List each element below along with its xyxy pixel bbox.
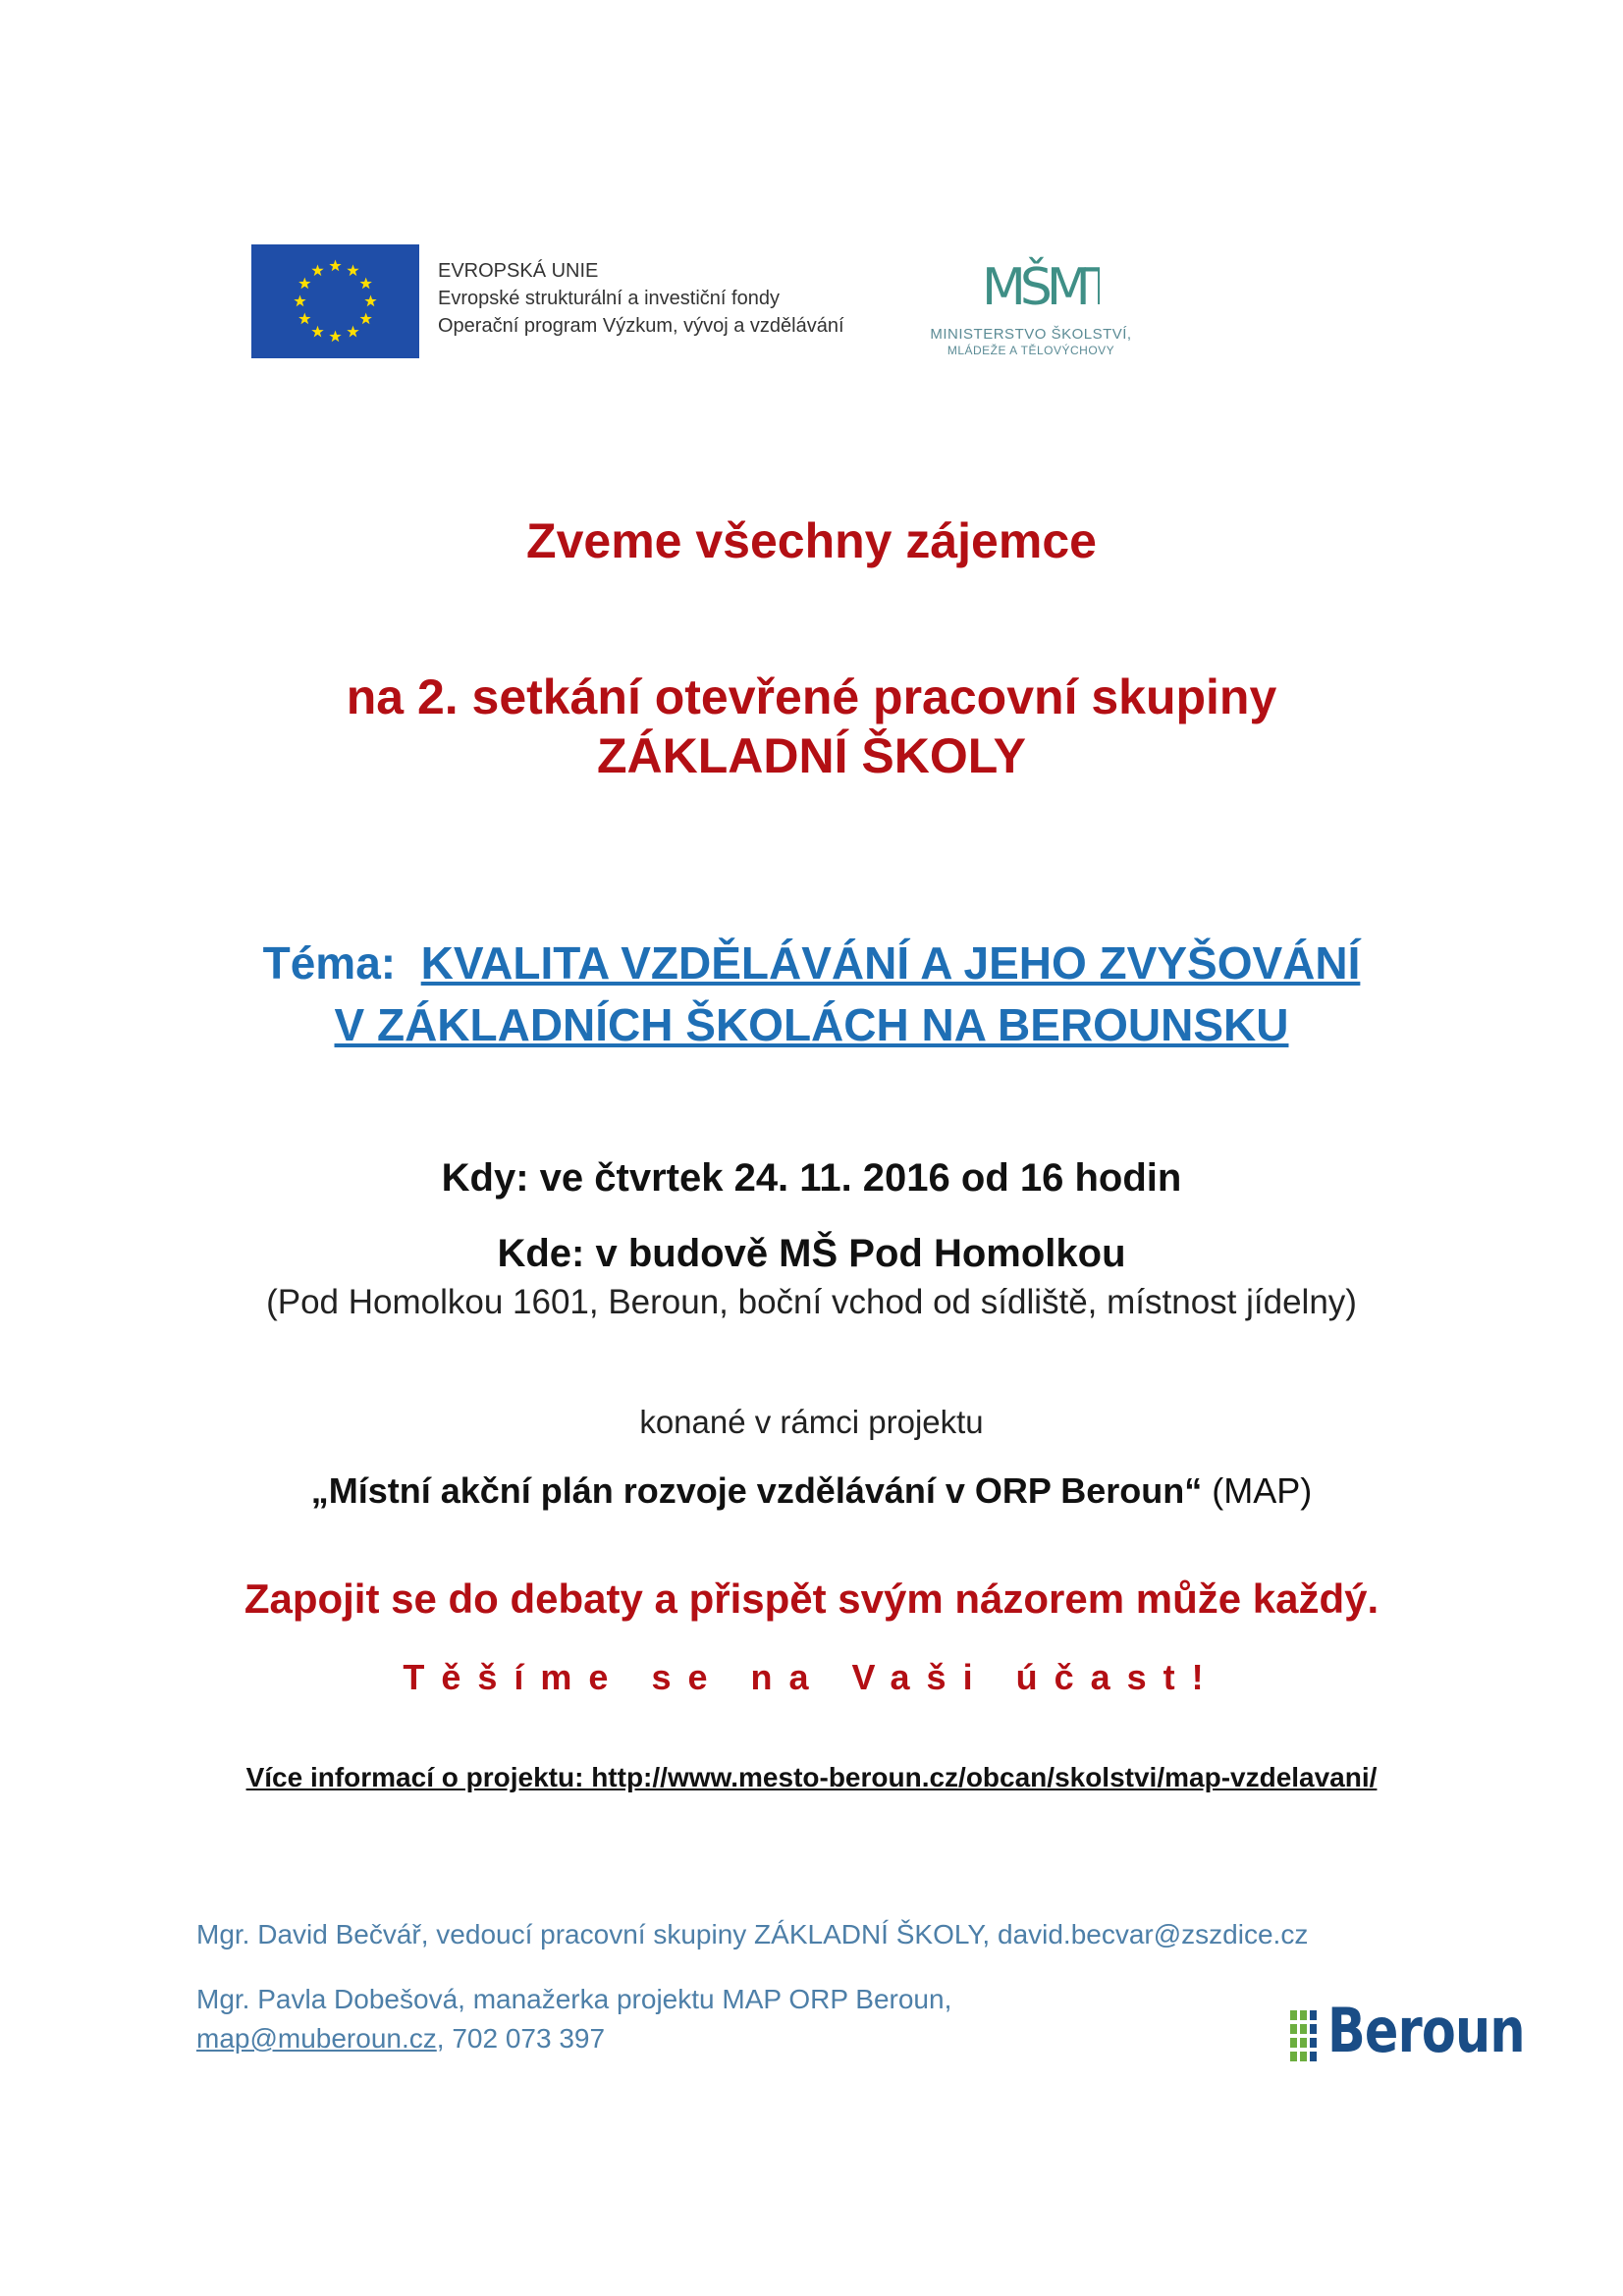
beroun-dot bbox=[1300, 2038, 1307, 2048]
beroun-dot bbox=[1300, 2024, 1307, 2034]
more-info-link[interactable]: Více informací o projektu: http://www.mesto-beroun.cz/obcan/skolstvi/map-vzdelavani/ bbox=[245, 1762, 1378, 1792]
debate-line: Zapojit se do debaty a přispět svým názorem může každý. bbox=[243, 1575, 1380, 1622]
msmt-logo-mark bbox=[972, 247, 1100, 326]
eu-star bbox=[311, 264, 323, 276]
beroun-dot bbox=[1290, 2052, 1297, 2061]
eu-star bbox=[311, 326, 323, 338]
contact2-email-link[interactable]: map@muberoun.cz bbox=[196, 2023, 437, 2054]
eu-star bbox=[298, 313, 310, 325]
meeting-line2: ZÁKLADNÍ ŠKOLY bbox=[596, 728, 1027, 783]
contact2-phone: , 702 073 397 bbox=[436, 2023, 606, 2054]
looking-forward-line: Těšíme se na Vaši účast! bbox=[403, 1657, 1220, 1697]
eu-line1: EVROPSKÁ UNIE bbox=[438, 260, 599, 282]
beroun-dots-icon bbox=[1286, 2004, 1325, 2063]
topic-line2: V ZÁKLADNÍCH ŠKOLÁCH NA BEROUNSKU bbox=[334, 999, 1289, 1050]
contact-becvar: Mgr. David Bečvář, vedoucí pracovní skupiny ZÁKLADNÍ ŠKOLY, david.becvar@zszdice.cz bbox=[196, 1919, 1309, 1949]
beroun-dot bbox=[1290, 2024, 1297, 2034]
beroun-logo-text: Beroun bbox=[1327, 1995, 1525, 2066]
meeting-heading bbox=[0, 667, 1623, 785]
eu-line3: Operační program Výzkum, vývoj a vzdělávání bbox=[438, 315, 844, 337]
eu-logo-text bbox=[438, 257, 844, 340]
eu-flag-logo bbox=[251, 244, 419, 358]
beroun-dot bbox=[1310, 2038, 1317, 2048]
beroun-dot bbox=[1310, 2024, 1317, 2034]
eu-star bbox=[298, 278, 310, 290]
eu-star bbox=[360, 313, 372, 325]
beroun-dot bbox=[1300, 2052, 1307, 2061]
eu-star bbox=[347, 326, 358, 338]
held-within-line: konané v rámci projektu bbox=[639, 1404, 984, 1440]
beroun-dot bbox=[1290, 2038, 1297, 2048]
project-abbr: (MAP) bbox=[1212, 1470, 1313, 1511]
msmt-line2: MLÁDEŽE A TĚLOVÝCHOVY bbox=[947, 344, 1115, 357]
eu-star bbox=[347, 264, 358, 276]
eu-star bbox=[360, 278, 372, 290]
msmt-mark-text: MŠMT bbox=[982, 258, 1100, 317]
project-name: „Místní akční plán rozvoje vzdělávání v ORP Beroun“ bbox=[310, 1470, 1203, 1511]
address-line: (Pod Homolkou 1601, Beroun, boční vchod od sídliště, místnost jídelny) bbox=[266, 1283, 1357, 1321]
contact2-line1: Mgr. Pavla Dobešová, manažerka projektu MAP ORP Beroun, bbox=[196, 1984, 952, 2014]
msmt-logo-text bbox=[918, 327, 1144, 358]
beroun-dot bbox=[1310, 2052, 1317, 2061]
eu-line2: Evropské strukturální a investiční fondy bbox=[438, 288, 780, 309]
when-line: Kdy: ve čtvrtek 24. 11. 2016 od 16 hodin bbox=[441, 1156, 1182, 1200]
beroun-dot bbox=[1300, 2010, 1307, 2020]
eu-stars-icon bbox=[251, 244, 419, 358]
beroun-dot bbox=[1310, 2010, 1317, 2020]
where-line: Kde: v budově MŠ Pod Homolkou bbox=[497, 1232, 1126, 1275]
eu-star bbox=[294, 295, 305, 307]
topic-block bbox=[0, 933, 1623, 1056]
meeting-line1: na 2. setkání otevřené pracovní skupiny bbox=[346, 669, 1277, 724]
topic-label: Téma: bbox=[262, 937, 397, 988]
project-line bbox=[0, 1470, 1623, 1512]
eu-star bbox=[329, 260, 341, 272]
eu-star bbox=[329, 331, 341, 343]
topic-line1: KVALITA VZDĚLÁVÁNÍ A JEHO ZVYŠOVÁNÍ bbox=[420, 937, 1361, 988]
beroun-dot bbox=[1290, 2010, 1297, 2020]
eu-star bbox=[364, 295, 376, 307]
msmt-line1: MINISTERSTVO ŠKOLSTVÍ, bbox=[930, 326, 1132, 343]
contact-dobesova bbox=[196, 1980, 951, 2058]
invite-heading: Zveme všechny zájemce bbox=[526, 513, 1097, 568]
